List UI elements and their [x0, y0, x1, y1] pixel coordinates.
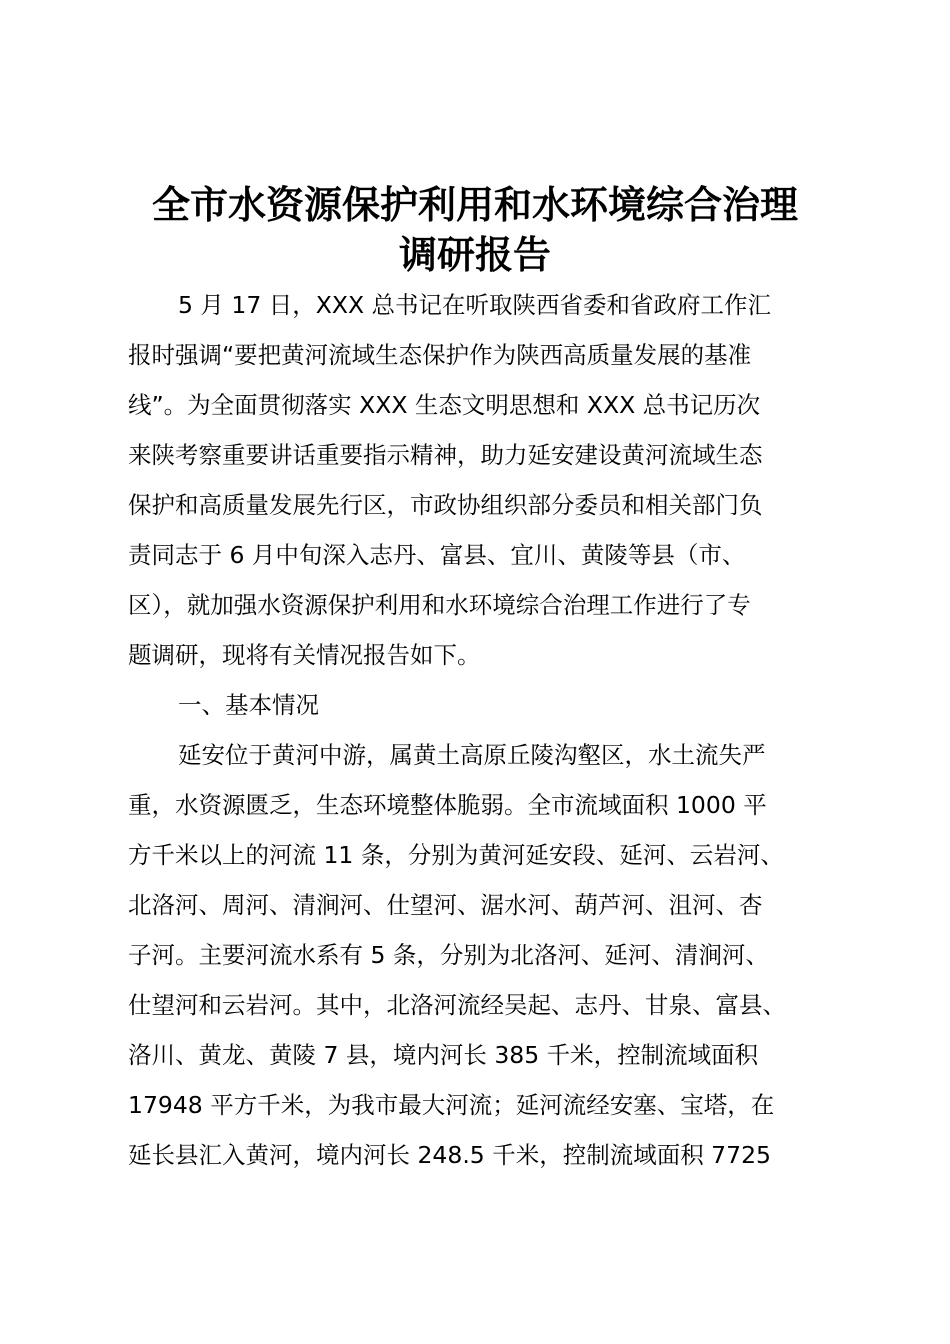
intro-line: 保护和高质量发展先行区，市政协组织部分委员和相关部门负 [128, 491, 763, 519]
section-heading: 一、基本情况 [178, 691, 319, 719]
section-line: 延长县汇入黄河，境内河长 248.5 千米，控制流域面积 7725 [128, 1141, 771, 1169]
section-line: 重，水资源匮乏，生态环境整体脆弱。全市流域面积 1000 平 [128, 791, 767, 819]
section-line: 17948 平方千米，为我市最大河流；延河流经安塞、宝塔，在 [128, 1091, 775, 1119]
section-line: 子河。主要河流水系有 5 条，分别为北洛河、延河、清涧河、 [128, 941, 769, 969]
intro-line: 责同志于 6 月中旬深入志丹、富县、宜川、黄陵等县（市、 [128, 541, 746, 569]
intro-line: 区），就加强水资源保护利用和水环境综合治理工作进行了专 [128, 591, 751, 619]
intro-line: 5 月 17 日，XXX 总书记在听取陕西省委和省政府工作汇 [178, 291, 772, 319]
section-line: 北洛河、周河、清涧河、仕望河、涺水河、葫芦河、沮河、杏 [128, 891, 763, 919]
document-title-line-1: 全市水资源保护利用和水环境综合治理 [151, 182, 798, 227]
section-line: 方千米以上的河流 11 条，分别为黄河延安段、延河、云岩河、 [128, 841, 784, 869]
section-line: 仕望河和云岩河。其中，北洛河流经吴起、志丹、甘泉、富县、 [128, 991, 786, 1019]
intro-line: 线”。为全面贯彻落实 XXX 生态文明思想和 XXX 总书记历次 [128, 391, 761, 419]
intro-line: 来陕考察重要讲话重要指示精神，助力延安建设黄河流域生态 [128, 441, 763, 469]
document-title-line-2: 调研报告 [398, 232, 551, 277]
intro-line: 报时强调“要把黄河流域生态保护作为陕西高质量发展的基准 [128, 341, 752, 369]
intro-line: 题调研，现将有关情况报告如下。 [128, 641, 481, 669]
section-line: 延安位于黄河中游，属黄土高原丘陵沟壑区，水土流失严 [178, 741, 766, 769]
section-line: 洛川、黄龙、黄陵 7 县，境内河长 385 千米，控制流域面积 [128, 1041, 759, 1069]
